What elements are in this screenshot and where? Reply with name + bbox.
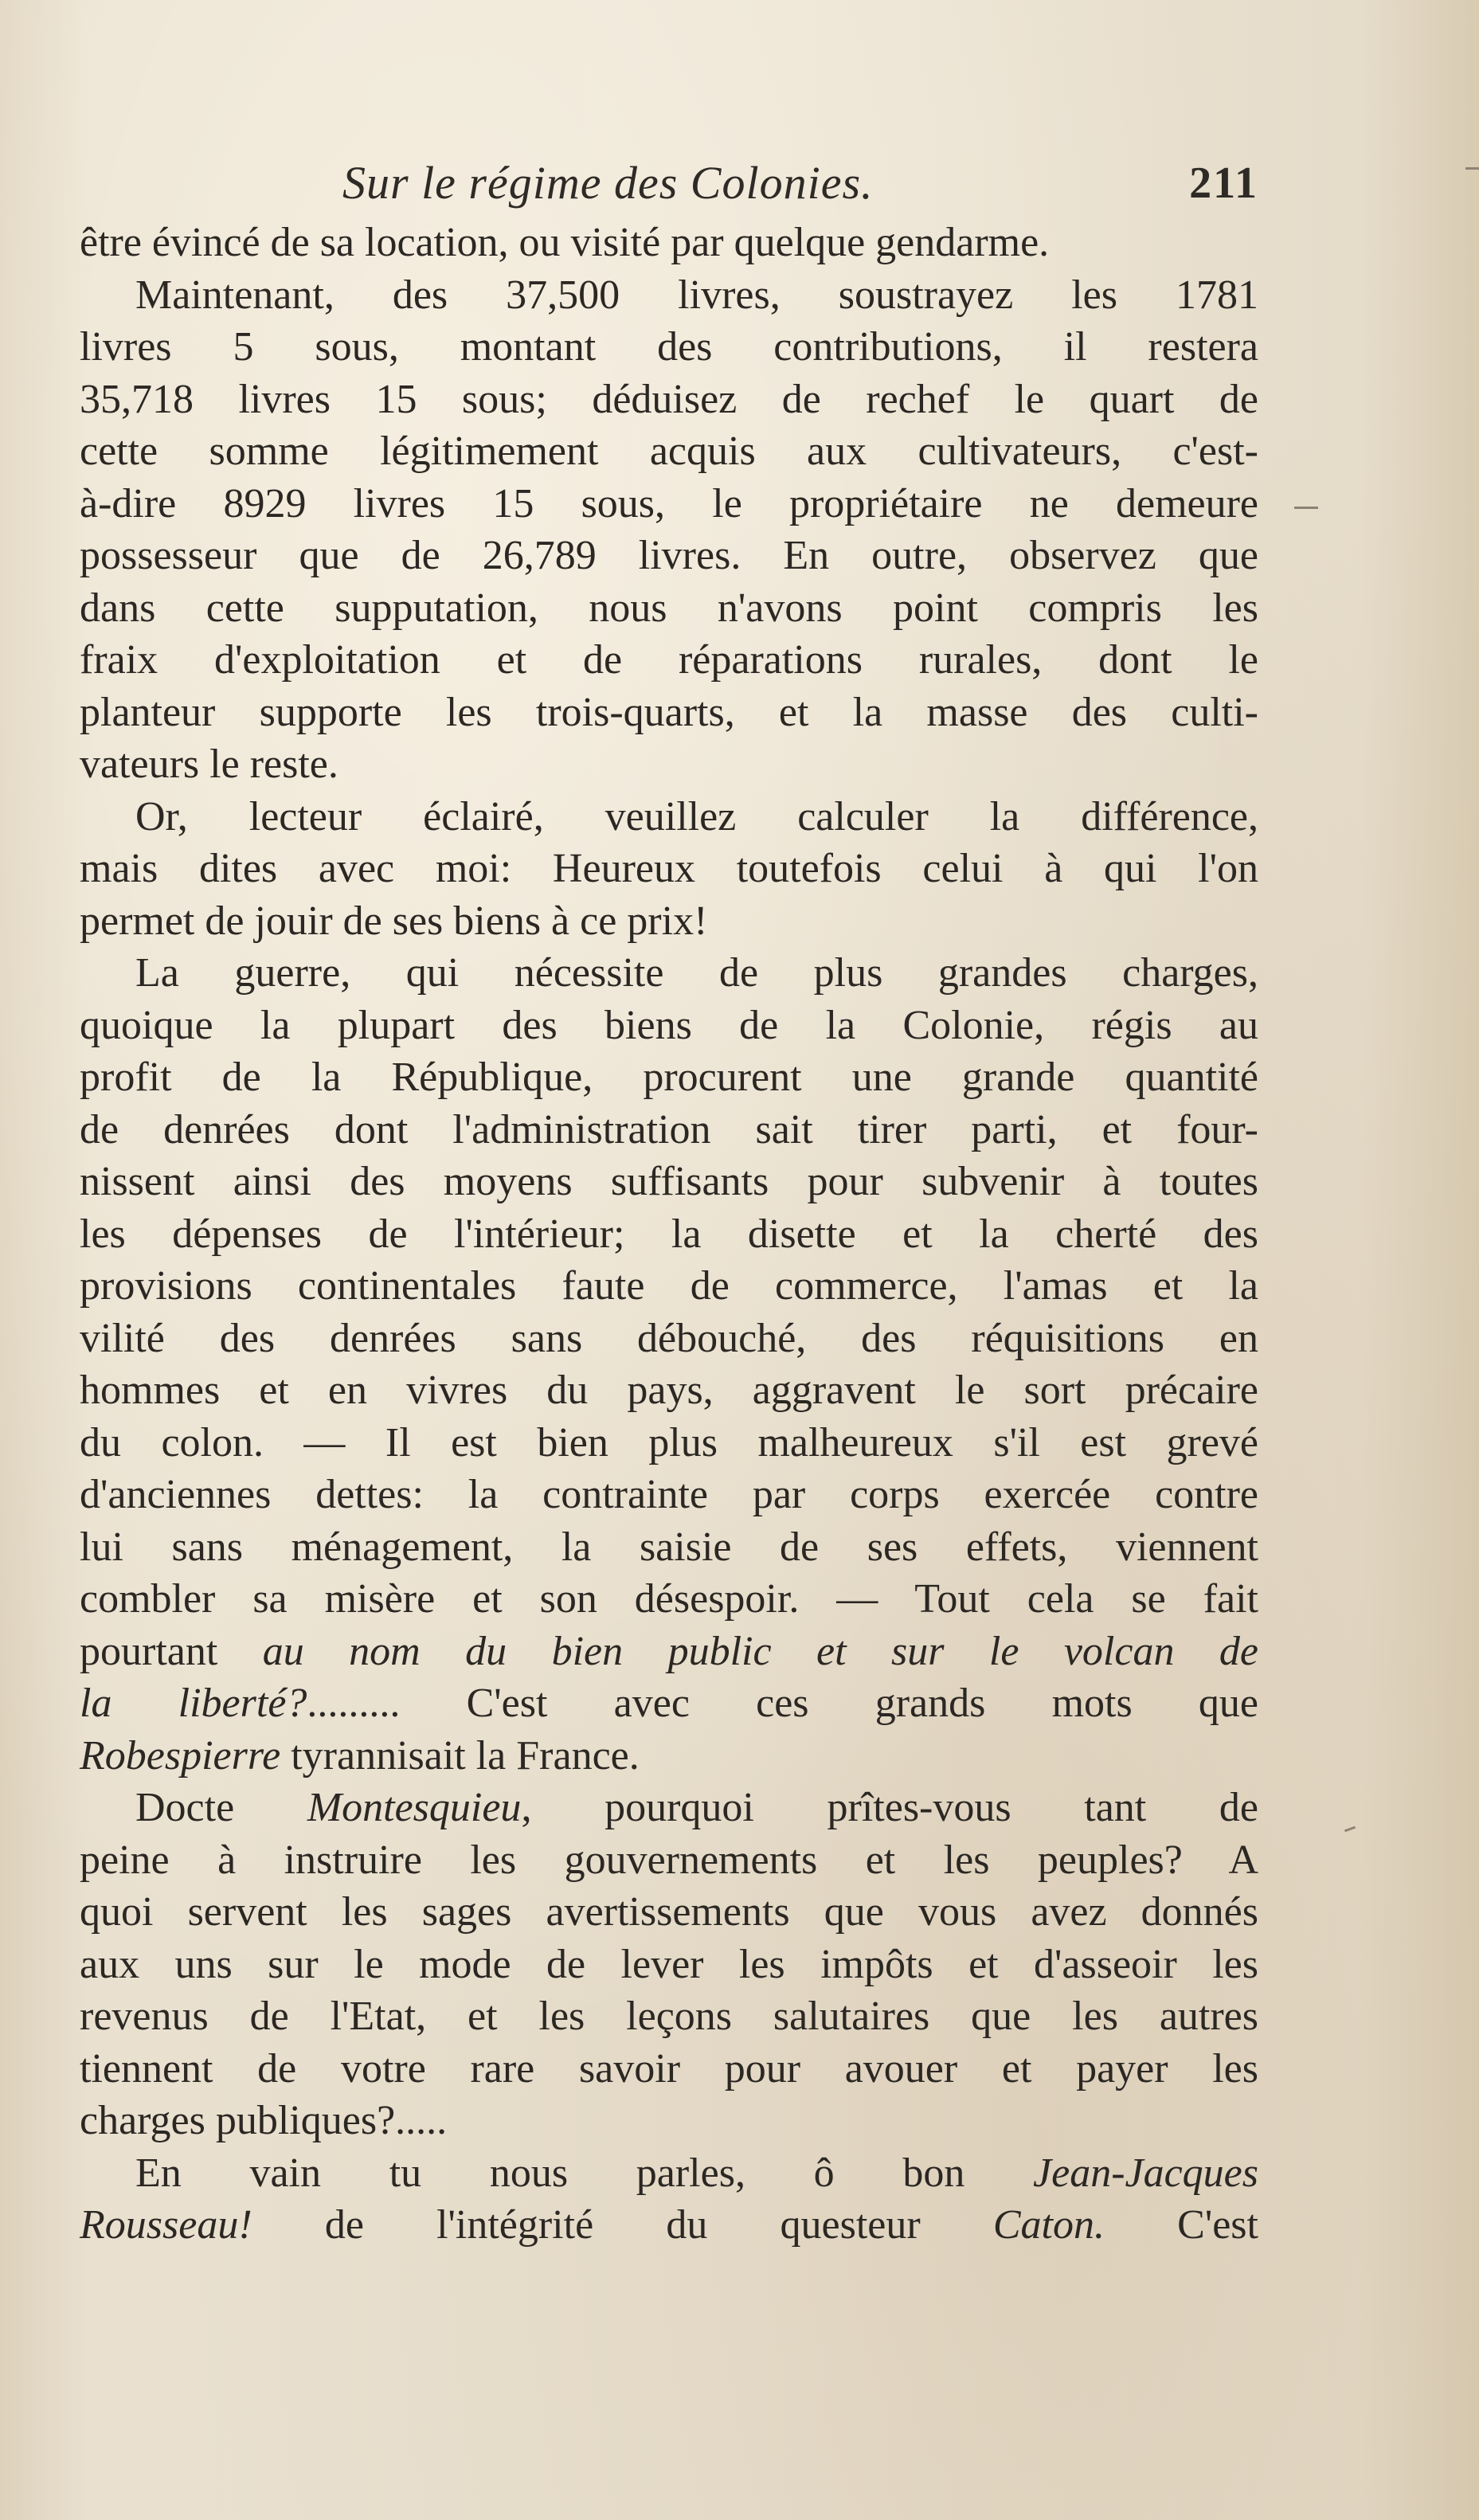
text-line: revenus de l'Etat, et les leçons salutaires que les autres xyxy=(80,1994,1258,2039)
text-run: En vain tu nous parles, ô bon xyxy=(135,2150,1034,2196)
italic-run: Montesquieu xyxy=(307,1785,522,1830)
margin-mark xyxy=(1294,507,1318,509)
margin-mark xyxy=(1344,1826,1356,1833)
text-run: Docte xyxy=(135,1785,307,1830)
text-line: planteur supporte les trois-quarts, et la masse des culti- xyxy=(80,689,1258,735)
text-line: de denrées dont l'administration sait tirer parti, et four- xyxy=(80,1106,1258,1152)
text-run: C'est xyxy=(1105,2202,1258,2248)
text-line: peine à instruire les gouvernements et les peuples? A xyxy=(80,1837,1258,1883)
text-line: mais dites avec moi: Heureux toutefois celui à qui l'on xyxy=(80,846,1258,891)
text-line: dans cette supputation, nous n'avons point compris les xyxy=(80,585,1258,631)
text-line: les dépenses de l'intérieur; la disette et la cherté des xyxy=(80,1211,1258,1257)
text-line-rousseau-2 xyxy=(80,2199,1258,2252)
text-line: Or, lecteur éclairé, veuillez calculer la différence, xyxy=(135,793,1258,839)
text-line: quoique la plupart des biens de la Colonie, régis au xyxy=(80,1002,1258,1048)
italic-run: Robespierre xyxy=(80,1732,281,1778)
italic-run: Jean-Jacques xyxy=(1033,2150,1258,2196)
text-line: nissent ainsi des moyens suffisants pour subvenir à toutes xyxy=(80,1159,1258,1204)
body-text xyxy=(80,217,1258,2252)
text-line: tiennent de votre rare savoir pour avouer et payer les xyxy=(80,2045,1258,2092)
text-line: vilité des denrées sans débouché, des réquisitions en xyxy=(80,1315,1258,1361)
text-line: vateurs le reste. xyxy=(80,742,338,787)
text-line: profit de la République, procurent une grande quantité xyxy=(80,1055,1258,1100)
italic-run: au nom du bien public et sur le volcan de xyxy=(262,1628,1258,1674)
text-line: du colon. — Il est bien plus malheureux s'il est grevé xyxy=(80,1419,1258,1465)
text-line: à-dire 8929 livres 15 sous, le propriétaire ne demeure xyxy=(80,480,1258,526)
text-line-italic-3 xyxy=(80,1730,1258,1782)
italic-run: Caton. xyxy=(992,2202,1105,2248)
text-line: charges publiques?..... xyxy=(80,2098,448,2143)
text-line: cette somme légitimement acquis aux cultivateurs, c'est- xyxy=(80,428,1258,474)
text-line: combler sa misère et son désespoir. — Tout cela se fait xyxy=(80,1576,1258,1622)
text-line: hommes et en vivres du pays, aggravent le sort précaire xyxy=(80,1368,1258,1413)
text-run: , pourquoi prîtes-vous tant de xyxy=(521,1785,1258,1830)
text-line-italic-1 xyxy=(80,1626,1258,1678)
text-line-italic-2 xyxy=(80,1677,1258,1730)
page-header xyxy=(342,156,1258,212)
text-line: aux uns sur le mode de lever les impôts et d'asseoir les xyxy=(80,1941,1258,1987)
text-line: possesseur que de 26,789 livres. En outre, observez que xyxy=(80,533,1258,578)
text-line: permet de jouir de ses biens à ce prix! xyxy=(80,898,708,944)
text-lines-b xyxy=(80,1834,1258,2147)
text-lines-a xyxy=(80,217,1258,1626)
text-run: de l'intégrité du questeur xyxy=(252,2202,993,2248)
text-run: pourtant xyxy=(80,1628,263,1674)
margin-mark xyxy=(1465,167,1479,170)
text-line: lui sans ménagement, la saisie de ses effets, viennent xyxy=(80,1524,1258,1570)
text-run: tyrannisait la France. xyxy=(280,1732,640,1778)
page-number: 211 xyxy=(1189,158,1258,208)
text-line-docte xyxy=(80,1782,1258,1834)
text-line: provisions continentales faute de commerce, l'amas et la xyxy=(80,1263,1258,1309)
text-line: Maintenant, des 37,500 livres, soustrayez les 1781 xyxy=(135,272,1258,318)
running-title: Sur le régime des Colonies. xyxy=(342,157,874,209)
text-line: 35,718 livres 15 sous; déduisez de rechef le quart de xyxy=(80,376,1258,422)
text-line: livres 5 sous, montant des contributions, il restera xyxy=(80,324,1258,370)
text-line: quoi servent les sages avertissements que vous avez donnés xyxy=(80,1889,1258,1935)
italic-run: la liberté? xyxy=(80,1681,307,1726)
text-line: La guerre, qui nécessite de plus grandes charges, xyxy=(135,950,1258,996)
text-line: d'anciennes dettes: la contrainte par corps exercée contre xyxy=(80,1472,1258,1517)
italic-run: Rousseau! xyxy=(80,2202,252,2248)
text-line: fraix d'exploitation et de réparations rurales, dont le xyxy=(80,637,1258,683)
text-line: être évincé de sa location, ou visité par quelque gendarme. xyxy=(80,220,1050,265)
text-run: ......... C'est avec ces grands mots que xyxy=(307,1681,1259,1726)
text-line-rousseau-1 xyxy=(80,2147,1258,2200)
